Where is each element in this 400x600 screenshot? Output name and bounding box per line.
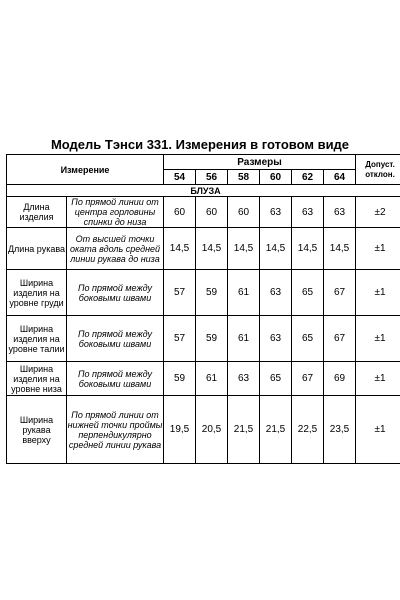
measure-value: 59	[196, 270, 228, 316]
measure-value: 61	[228, 316, 260, 362]
size-header: 56	[196, 170, 228, 185]
measure-name: Ширина изделия на уровне низа	[7, 362, 67, 396]
measure-value: 60	[196, 197, 228, 228]
measure-name: Ширина рукава вверху	[7, 396, 67, 464]
table-row	[7, 228, 400, 270]
measure-value: 63	[260, 197, 292, 228]
measure-description: По прямой между боковыми швами	[67, 270, 164, 316]
measure-value: 60	[164, 197, 196, 228]
measure-value: 14,5	[164, 228, 196, 270]
measure-value: 57	[164, 270, 196, 316]
measure-deviation: ±1	[356, 270, 400, 316]
measure-deviation: ±1	[356, 362, 400, 396]
measure-description: По прямой линии от центра горловины спинки до низа	[67, 197, 164, 228]
measure-description: По прямой линии от нижней точки проймы перпендикулярно средней линии рукава	[67, 396, 164, 464]
measure-value: 63	[324, 197, 356, 228]
measure-value: 61	[196, 362, 228, 396]
size-header: 54	[164, 170, 196, 185]
measure-value: 14,5	[324, 228, 356, 270]
size-header: 64	[324, 170, 356, 185]
measure-value: 19,5	[164, 396, 196, 464]
measurements-table	[6, 154, 400, 464]
measure-description: По прямой между боковыми швами	[67, 316, 164, 362]
header-measurement: Измерение	[7, 155, 164, 185]
measure-value: 63	[228, 362, 260, 396]
measure-deviation: ±1	[356, 228, 400, 270]
measure-value: 63	[292, 197, 324, 228]
measure-value: 14,5	[260, 228, 292, 270]
measure-description: По прямой между боковыми швами	[67, 362, 164, 396]
measure-value: 20,5	[196, 396, 228, 464]
measure-value: 63	[260, 270, 292, 316]
measure-name: Ширина изделия на уровне груди	[7, 270, 67, 316]
measure-value: 67	[292, 362, 324, 396]
measure-value: 65	[292, 316, 324, 362]
measure-value: 21,5	[260, 396, 292, 464]
measure-value: 65	[292, 270, 324, 316]
table-row	[7, 316, 400, 362]
size-header: 62	[292, 170, 324, 185]
measure-description: От высшей точки оката вдоль средней линии рукава до низа	[67, 228, 164, 270]
table-row	[7, 197, 400, 228]
measure-value: 69	[324, 362, 356, 396]
size-header: 58	[228, 170, 260, 185]
measure-value: 59	[164, 362, 196, 396]
table-row	[7, 362, 400, 396]
measure-value: 14,5	[292, 228, 324, 270]
header-deviation: Допуст. отклон.	[356, 155, 400, 185]
measure-value: 67	[324, 270, 356, 316]
measure-value: 57	[164, 316, 196, 362]
measure-name: Длина рукава	[7, 228, 67, 270]
measure-deviation: ±1	[356, 316, 400, 362]
table-row	[7, 396, 400, 464]
header-sizes: Размеры	[164, 155, 356, 170]
measure-value: 65	[260, 362, 292, 396]
measure-deviation: ±1	[356, 396, 400, 464]
measure-value: 59	[196, 316, 228, 362]
measure-value: 60	[228, 197, 260, 228]
measure-deviation: ±2	[356, 197, 400, 228]
measure-value: 21,5	[228, 396, 260, 464]
measure-name: Длина изделия	[7, 197, 67, 228]
table-row	[7, 270, 400, 316]
measure-value: 23,5	[324, 396, 356, 464]
measure-value: 61	[228, 270, 260, 316]
section-title: БЛУЗА	[7, 185, 400, 197]
size-header: 60	[260, 170, 292, 185]
measure-value: 63	[260, 316, 292, 362]
measure-value: 22,5	[292, 396, 324, 464]
measure-value: 14,5	[228, 228, 260, 270]
page-title: Модель Тэнси 331. Измерения в готовом виде	[50, 137, 350, 152]
measure-value: 67	[324, 316, 356, 362]
measure-name: Ширина изделия на уровне талии	[7, 316, 67, 362]
measure-value: 14,5	[196, 228, 228, 270]
